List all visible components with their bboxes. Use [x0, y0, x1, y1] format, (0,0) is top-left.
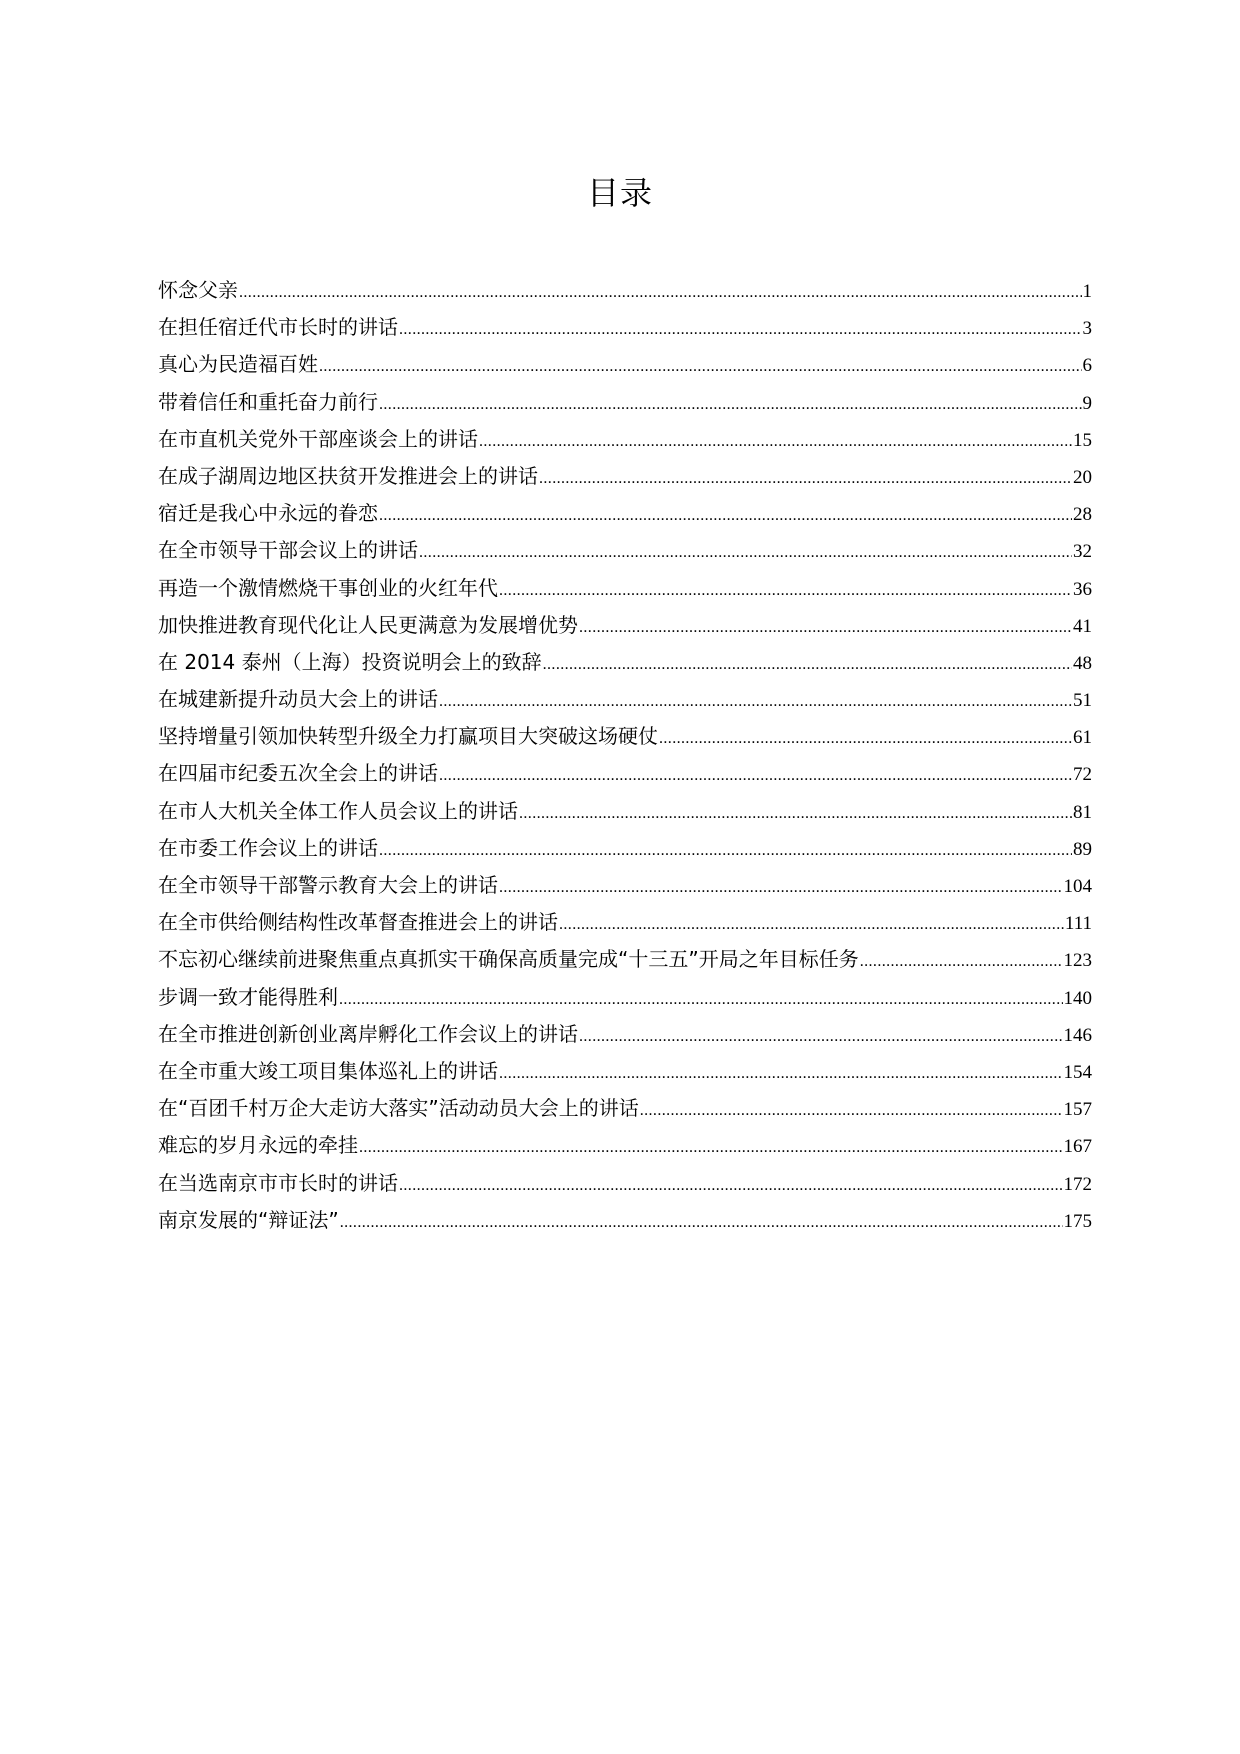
toc-entry-title: 在当选南京市市长时的讲话: [158, 1170, 398, 1195]
toc-entry[interactable]: [158, 458, 1092, 495]
toc-entry-page-number: 9: [1082, 392, 1092, 414]
toc-entry[interactable]: [158, 607, 1092, 644]
toc-entry[interactable]: [158, 1016, 1092, 1053]
toc-entry-title: 坚持增量引领加快转型升级全力打赢项目大突破这场硬仗: [158, 724, 658, 749]
dot-leader: [439, 757, 1072, 794]
toc-entry-title: 难忘的岁月永远的牵挂: [158, 1133, 358, 1158]
dot-leader: [340, 1204, 1063, 1241]
toc-entry[interactable]: [158, 681, 1092, 718]
toc-entry[interactable]: [158, 979, 1092, 1016]
toc-entry-page-number: 89: [1073, 838, 1092, 860]
toc-entry-title: 步调一致才能得胜利: [158, 984, 338, 1009]
toc-entry-title: 在四届市纪委五次全会上的讲话: [158, 761, 438, 786]
dot-leader: [579, 1018, 1063, 1055]
dot-leader: [419, 534, 1072, 571]
toc-entry-page-number: 20: [1073, 466, 1092, 488]
toc-entry-title: 宿迁是我心中永远的眷恋: [158, 501, 378, 526]
toc-entry-page-number: 41: [1073, 615, 1092, 637]
toc-entry[interactable]: [158, 421, 1092, 458]
toc-entry[interactable]: [158, 718, 1092, 755]
dot-leader: [543, 646, 1072, 683]
toc-entry[interactable]: [158, 644, 1092, 681]
toc-entry[interactable]: [158, 867, 1092, 904]
toc-entry-page-number: 157: [1063, 1099, 1092, 1121]
dot-leader: [519, 795, 1072, 832]
toc-entry[interactable]: [158, 532, 1092, 569]
dot-leader: [559, 906, 1064, 943]
toc-entry-title: 加快推进教育现代化让人民更满意为发展增优势: [158, 612, 578, 637]
toc-entry-title: 不忘初心继续前进聚焦重点真抓实干确保高质量完成“十三五”开局之年目标任务: [158, 947, 859, 972]
toc-entry-page-number: 111: [1064, 913, 1092, 935]
toc-entry-page-number: 154: [1063, 1061, 1092, 1083]
dot-leader: [399, 1167, 1063, 1204]
toc-entry[interactable]: [158, 1090, 1092, 1127]
toc-entry-page-number: 123: [1063, 950, 1092, 972]
toc-entry[interactable]: [158, 309, 1092, 346]
toc-entry-page-number: 146: [1063, 1024, 1092, 1046]
toc-entry-page-number: 6: [1082, 355, 1092, 377]
toc-entry-title: 在城建新提升动员大会上的讲话: [158, 687, 438, 712]
toc-entry-page-number: 172: [1063, 1173, 1092, 1195]
dot-leader: [539, 460, 1072, 497]
dot-leader: [359, 1129, 1063, 1166]
toc-entry[interactable]: [158, 346, 1092, 383]
toc-entry-page-number: 28: [1073, 504, 1092, 526]
dot-leader: [499, 1055, 1063, 1092]
toc-entry-page-number: 3: [1082, 318, 1092, 340]
toc-entry-title: 在全市领导干部警示教育大会上的讲话: [158, 873, 498, 897]
dot-leader: [860, 943, 1063, 980]
toc-entry-title: 南京发展的“辩证法”: [158, 1207, 339, 1232]
toc-entry-title: 在市委工作会议上的讲话: [158, 835, 378, 860]
toc-entry[interactable]: [158, 1202, 1092, 1239]
toc-entry-page-number: 61: [1073, 727, 1092, 749]
dot-leader: [399, 311, 1082, 348]
toc-entry-title: 在市人大机关全体工作人员会议上的讲话: [158, 798, 518, 823]
toc-entry[interactable]: [158, 904, 1092, 941]
toc-entry-title: 在成子湖周边地区扶贫开发推进会上的讲话: [158, 463, 538, 488]
toc-entry[interactable]: [158, 570, 1092, 607]
toc-entry[interactable]: [158, 1127, 1092, 1164]
toc-entry-title: 真心为民造福百姓: [158, 352, 318, 377]
toc-entry-page-number: 15: [1073, 429, 1092, 451]
toc-entry-title: 带着信任和重托奋力前行: [158, 389, 378, 414]
toc-entry-page-number: 81: [1073, 801, 1092, 823]
dot-leader: [379, 497, 1072, 534]
toc-entry-title: 在全市供给侧结构性改革督查推进会上的讲话: [158, 910, 558, 935]
toc-entry-title: 在全市重大竣工项目集体巡礼上的讲话: [158, 1058, 498, 1083]
toc-entry[interactable]: [158, 272, 1092, 309]
toc-entry-title: 在“百团千村万企大走访大落实”活动动员大会上的讲话: [158, 1096, 639, 1121]
toc-entry[interactable]: [158, 941, 1092, 978]
toc-entry[interactable]: [158, 830, 1092, 867]
dot-leader: [379, 832, 1072, 869]
page-title: 目录: [586, 174, 653, 213]
toc-entry[interactable]: [158, 793, 1092, 830]
toc-entry-title: 再造一个激情燃烧干事创业的火红年代: [158, 575, 498, 600]
toc-entry-page-number: 36: [1073, 578, 1092, 600]
toc-entry-page-number: 48: [1073, 652, 1092, 674]
dot-leader: [579, 609, 1072, 646]
toc-entry[interactable]: [158, 384, 1092, 421]
dot-leader: [339, 981, 1063, 1018]
toc-entry[interactable]: [158, 1053, 1092, 1090]
toc-entry-page-number: 167: [1063, 1136, 1092, 1158]
toc-entry-title: 在全市推进创新创业离岸孵化工作会议上的讲话: [158, 1021, 578, 1046]
toc-entry-page-number: 140: [1063, 987, 1092, 1009]
toc-entry[interactable]: [158, 755, 1092, 792]
toc-entry-title: 在担任宿迁代市长时的讲话: [158, 315, 398, 340]
toc-entry-title: 怀念父亲: [158, 278, 238, 302]
toc-entry[interactable]: [158, 495, 1092, 532]
dot-leader: [319, 348, 1082, 385]
dot-leader: [499, 869, 1063, 906]
dot-leader: [659, 720, 1072, 757]
toc-entry-page-number: 51: [1073, 690, 1092, 712]
dot-leader: [479, 423, 1072, 460]
dot-leader: [239, 274, 1082, 311]
dot-leader: [499, 572, 1072, 609]
dot-leader: [640, 1092, 1063, 1129]
toc-entry-page-number: 104: [1063, 876, 1092, 897]
dot-leader: [379, 386, 1082, 423]
toc-entry-page-number: 72: [1073, 764, 1092, 786]
toc-entry-title: 在市直机关党外干部座谈会上的讲话: [158, 426, 478, 451]
toc-entry-title: 在 2014 泰州（上海）投资说明会上的致辞: [158, 649, 542, 674]
toc-entry-page-number: 175: [1063, 1210, 1092, 1232]
toc-entry-title: 在全市领导干部会议上的讲话: [158, 538, 418, 563]
toc-entry-page-number: 1: [1082, 281, 1092, 302]
toc-entry-page-number: 32: [1073, 541, 1092, 563]
table-of-contents: [158, 272, 1092, 1239]
toc-entry[interactable]: [158, 1165, 1092, 1202]
dot-leader: [439, 683, 1072, 720]
